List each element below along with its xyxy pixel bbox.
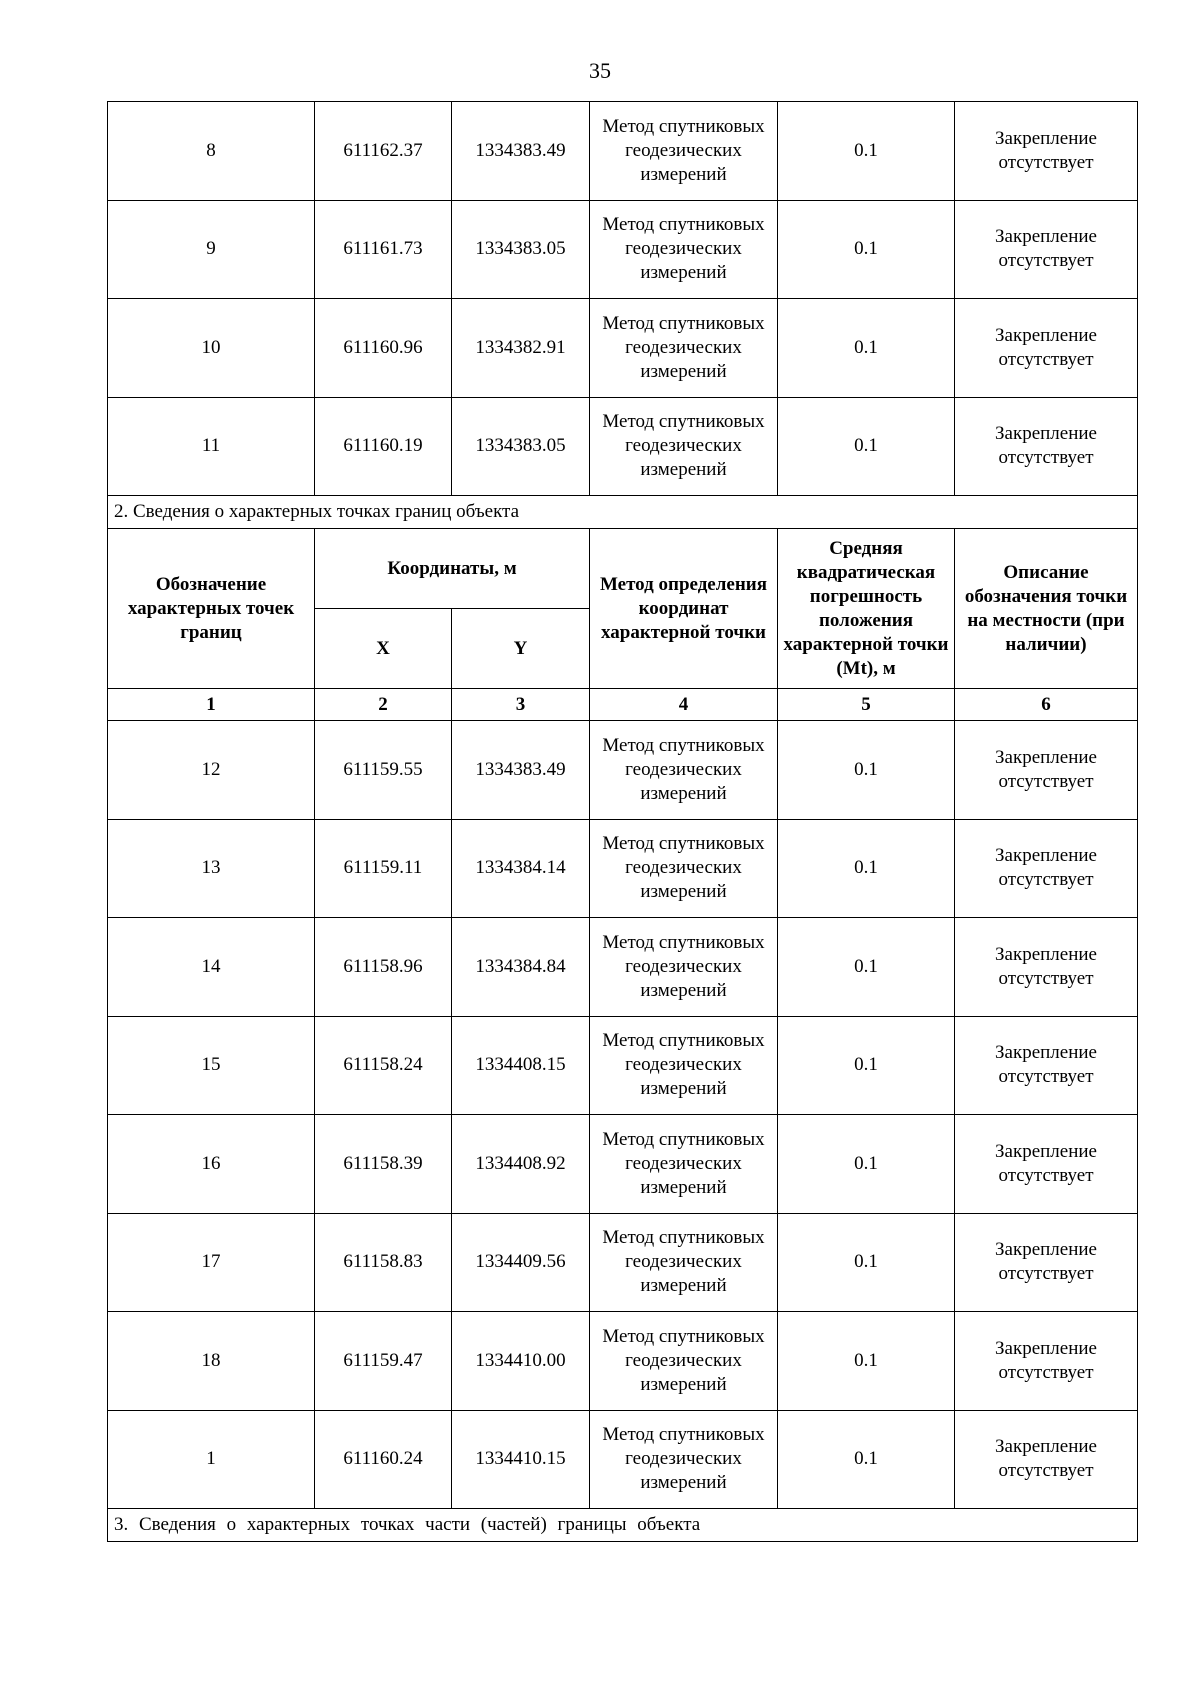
table-row [108, 819, 1138, 918]
boundary-rows [108, 721, 1138, 1509]
coord-x: 611159.55 [315, 721, 452, 820]
column-number: 5 [778, 689, 955, 721]
column-number: 6 [955, 689, 1138, 721]
coord-x: 611158.96 [315, 918, 452, 1017]
point-number: 12 [108, 721, 315, 820]
method-cell: Метод спутниковых геодезических измерений [590, 1115, 778, 1214]
description-cell: Закрепление отсутствует [955, 1312, 1138, 1411]
section-2-row [108, 496, 1138, 529]
point-number: 17 [108, 1213, 315, 1312]
coord-y: 1334384.84 [452, 918, 590, 1017]
table-row [108, 102, 1138, 201]
coord-x: 611160.19 [315, 397, 452, 496]
coord-y: 1334408.92 [452, 1115, 590, 1214]
method-cell: Метод спутниковых геодезических измерений [590, 299, 778, 398]
description-cell: Закрепление отсутствует [955, 397, 1138, 496]
header-coordinates: Координаты, м [315, 529, 590, 609]
table-row [108, 1016, 1138, 1115]
coord-x: 611158.39 [315, 1115, 452, 1214]
mt-cell: 0.1 [778, 819, 955, 918]
coord-y: 1334408.15 [452, 1016, 590, 1115]
mt-cell: 0.1 [778, 721, 955, 820]
mt-cell: 0.1 [778, 299, 955, 398]
mt-cell: 0.1 [778, 918, 955, 1017]
point-number: 18 [108, 1312, 315, 1411]
method-cell: Метод спутниковых геодезических измерений [590, 1312, 778, 1411]
description-cell: Закрепление отсутствует [955, 721, 1138, 820]
header-method: Метод определения координат характерной точки [590, 529, 778, 689]
column-number: 4 [590, 689, 778, 721]
table-row [108, 299, 1138, 398]
method-cell: Метод спутниковых геодезических измерений [590, 1410, 778, 1509]
description-cell: Закрепление отсутствует [955, 299, 1138, 398]
point-number: 9 [108, 200, 315, 299]
mt-cell: 0.1 [778, 1312, 955, 1411]
section-2-title: 2. Сведения о характерных точках границ объекта [108, 496, 1138, 529]
coord-y: 1334383.05 [452, 200, 590, 299]
coord-x: 611158.24 [315, 1016, 452, 1115]
column-number: 3 [452, 689, 590, 721]
continued-rows [108, 102, 1138, 496]
description-cell: Закрепление отсутствует [955, 819, 1138, 918]
coord-x: 611161.73 [315, 200, 452, 299]
mt-cell: 0.1 [778, 397, 955, 496]
header-designation: Обозначение характерных точек границ [108, 529, 315, 689]
description-cell: Закрепление отсутствует [955, 1016, 1138, 1115]
column-number: 2 [315, 689, 452, 721]
method-cell: Метод спутниковых геодезических измерений [590, 721, 778, 820]
coord-y: 1334410.15 [452, 1410, 590, 1509]
coord-y: 1334382.91 [452, 299, 590, 398]
mt-cell: 0.1 [778, 102, 955, 201]
table-row [108, 721, 1138, 820]
coord-y: 1334410.00 [452, 1312, 590, 1411]
page-number: 35 [589, 58, 611, 83]
coord-x: 611160.96 [315, 299, 452, 398]
point-number: 10 [108, 299, 315, 398]
section-3 [108, 1509, 1138, 1542]
method-cell: Метод спутниковых геодезических измерений [590, 102, 778, 201]
coord-x: 611158.83 [315, 1213, 452, 1312]
description-cell: Закрепление отсутствует [955, 1115, 1138, 1214]
header-mt: Средняя квадратическая погрешность положения характерной точки (Mt), м [778, 529, 955, 689]
mt-cell: 0.1 [778, 1016, 955, 1115]
method-cell: Метод спутниковых геодезических измерений [590, 397, 778, 496]
column-numbers-row [108, 689, 1138, 721]
description-cell: Закрепление отсутствует [955, 1213, 1138, 1312]
mt-cell: 0.1 [778, 1410, 955, 1509]
coord-x: 611160.24 [315, 1410, 452, 1509]
header-x: X [315, 609, 452, 689]
table-row [108, 1115, 1138, 1214]
table-row [108, 1410, 1138, 1509]
point-number: 1 [108, 1410, 315, 1509]
description-cell: Закрепление отсутствует [955, 102, 1138, 201]
coord-y: 1334409.56 [452, 1213, 590, 1312]
method-cell: Метод спутниковых геодезических измерений [590, 200, 778, 299]
table-row [108, 1312, 1138, 1411]
coord-x: 611159.47 [315, 1312, 452, 1411]
point-number: 8 [108, 102, 315, 201]
description-cell: Закрепление отсутствует [955, 200, 1138, 299]
mt-cell: 0.1 [778, 1213, 955, 1312]
header-y: Y [452, 609, 590, 689]
point-number: 11 [108, 397, 315, 496]
coord-x: 611159.11 [315, 819, 452, 918]
coord-y: 1334384.14 [452, 819, 590, 918]
table-row [108, 918, 1138, 1017]
point-number: 13 [108, 819, 315, 918]
table-row [108, 397, 1138, 496]
coord-y: 1334383.49 [452, 721, 590, 820]
table-row [108, 200, 1138, 299]
boundary-points-table [107, 101, 1138, 1542]
method-cell: Метод спутниковых геодезических измерений [590, 819, 778, 918]
method-cell: Метод спутниковых геодезических измерений [590, 1213, 778, 1312]
coord-y: 1334383.05 [452, 397, 590, 496]
method-cell: Метод спутниковых геодезических измерений [590, 1016, 778, 1115]
coord-x: 611162.37 [315, 102, 452, 201]
coord-y: 1334383.49 [452, 102, 590, 201]
section-3-row [108, 1509, 1138, 1542]
column-number: 1 [108, 689, 315, 721]
header-description: Описание обозначения точки на местности (при наличии) [955, 529, 1138, 689]
section-2 [108, 496, 1138, 721]
mt-cell: 0.1 [778, 1115, 955, 1214]
table-row [108, 1213, 1138, 1312]
header-row-top [108, 529, 1138, 609]
method-cell: Метод спутниковых геодезических измерений [590, 918, 778, 1017]
point-number: 14 [108, 918, 315, 1017]
point-number: 15 [108, 1016, 315, 1115]
point-number: 16 [108, 1115, 315, 1214]
mt-cell: 0.1 [778, 200, 955, 299]
section-3-title: 3. Сведения о характерных точках части (частей) границы объекта [108, 1509, 1138, 1542]
description-cell: Закрепление отсутствует [955, 1410, 1138, 1509]
description-cell: Закрепление отсутствует [955, 918, 1138, 1017]
